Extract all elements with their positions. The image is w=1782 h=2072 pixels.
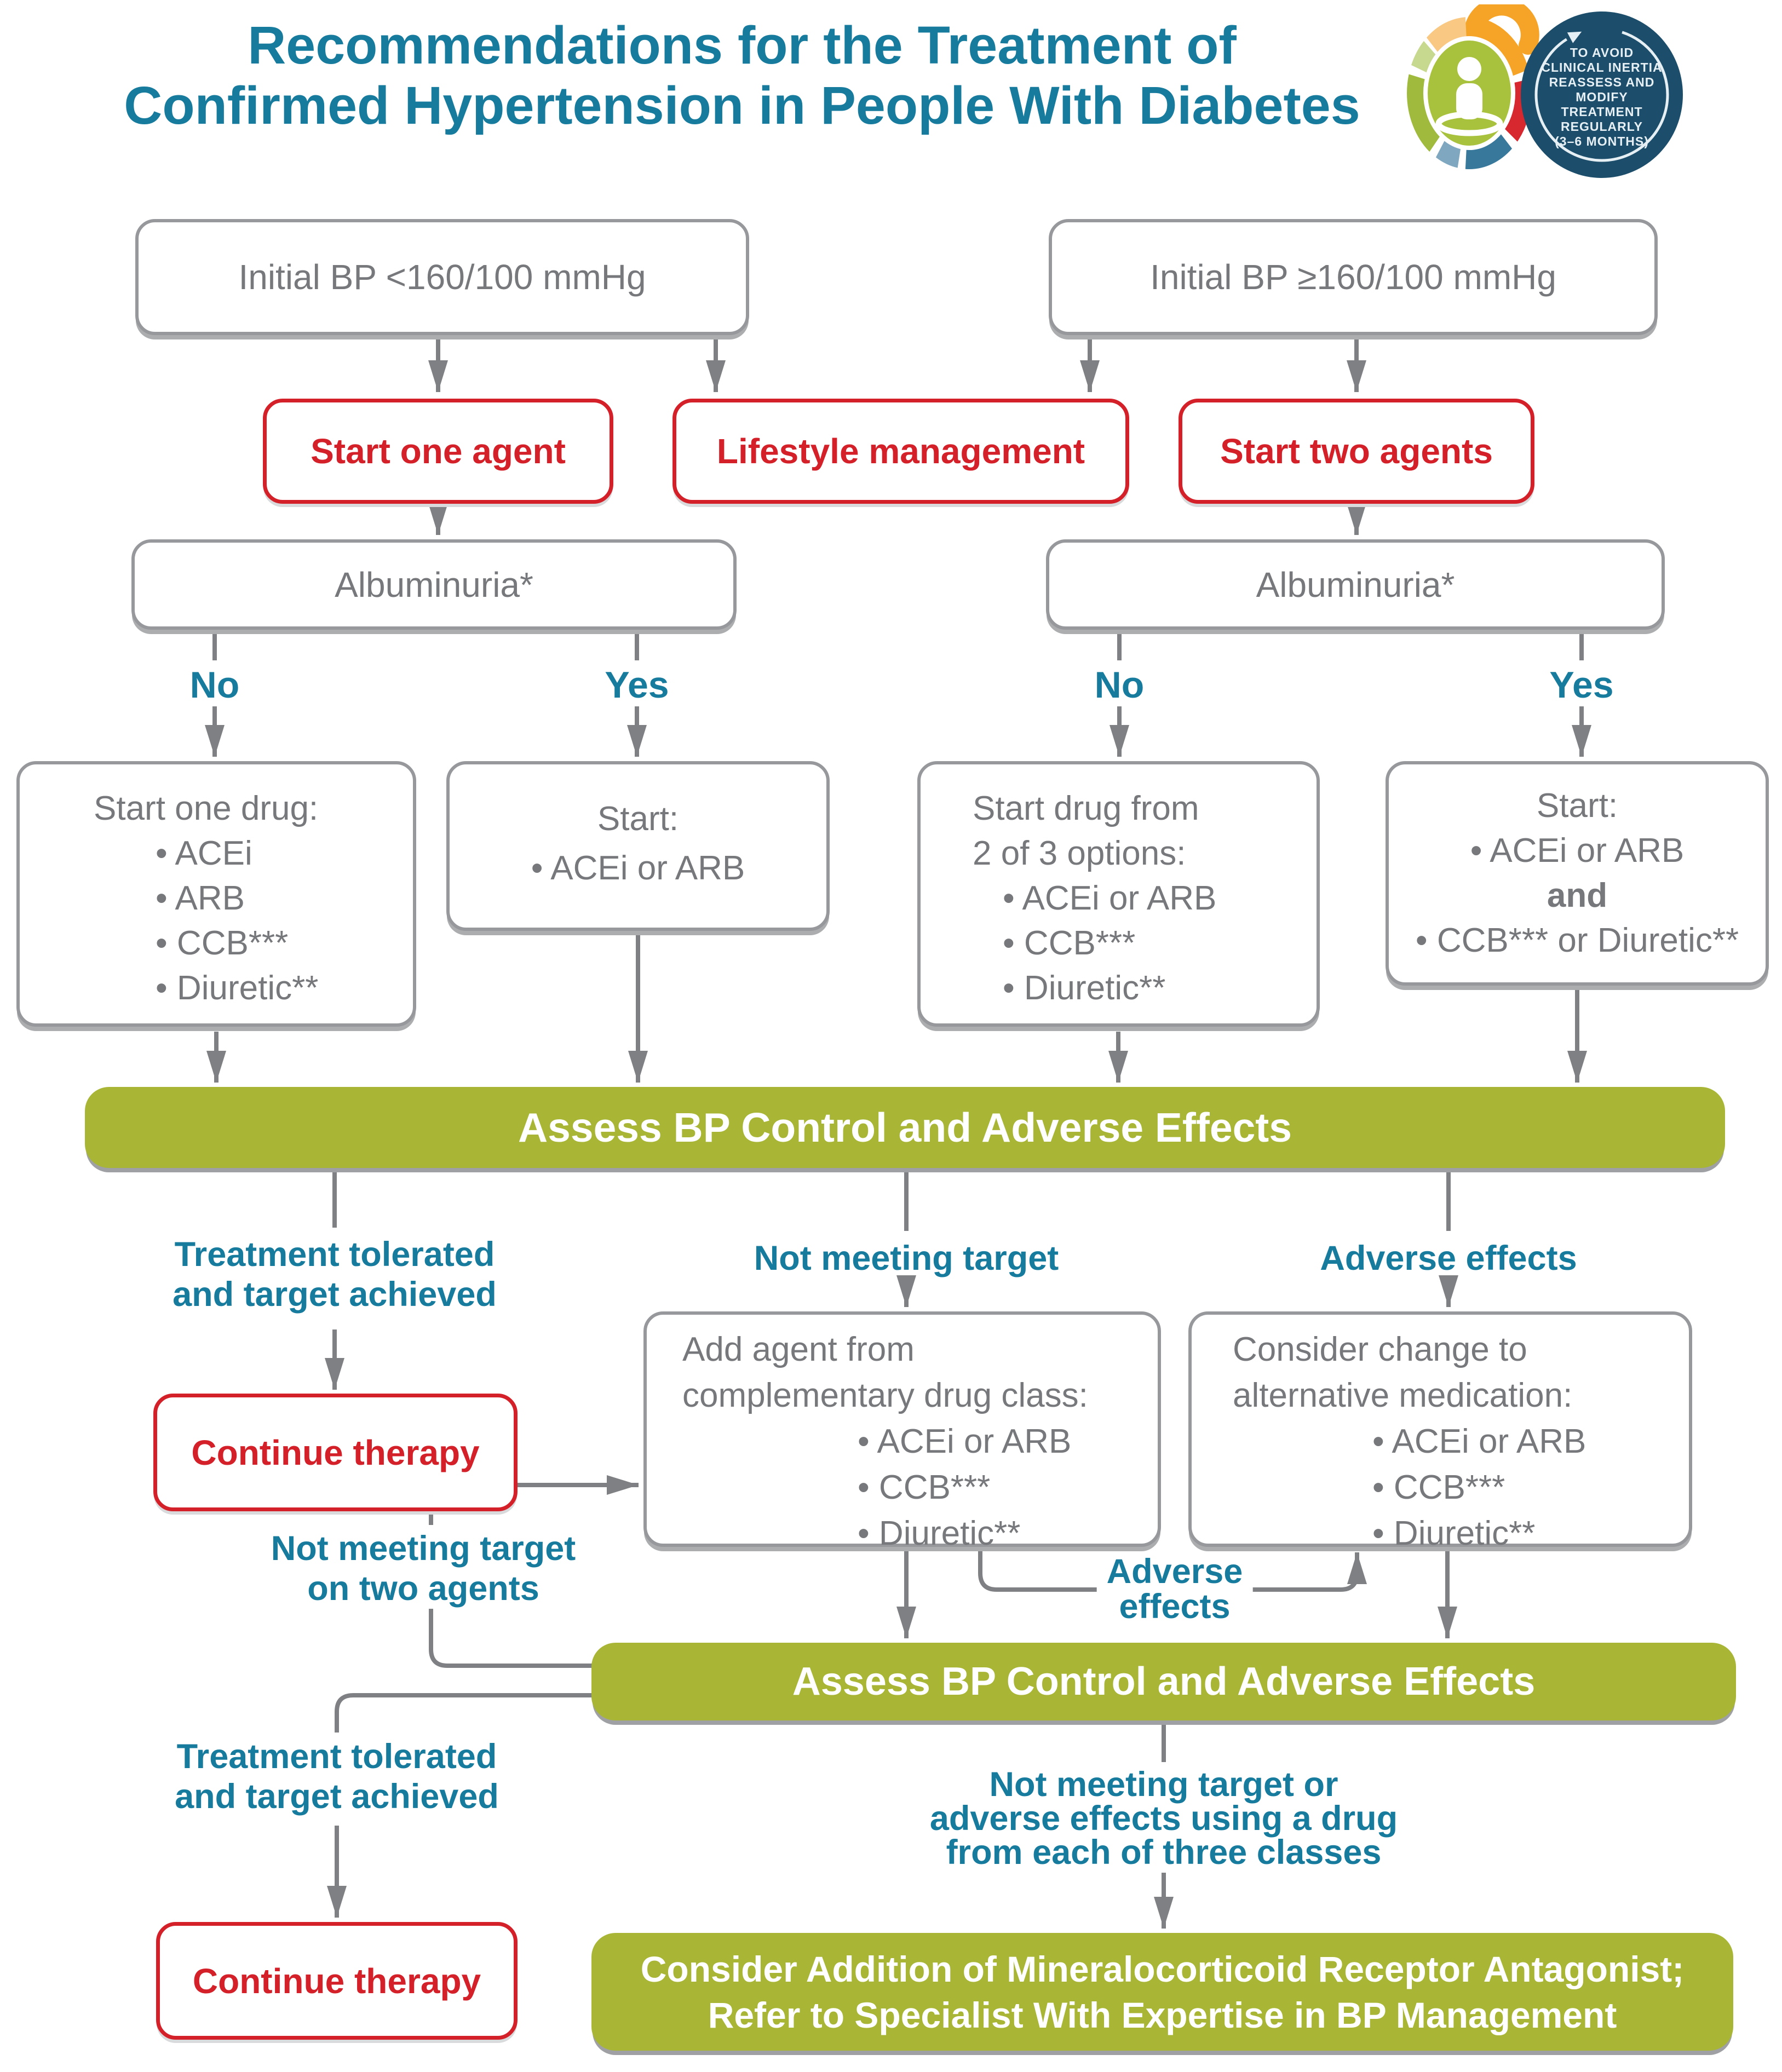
box-consider-change <box>1188 1311 1692 1552</box>
label-tolerated-1-line2: and target achieved <box>173 1275 497 1314</box>
box-start-combo-line: Start: <box>1536 787 1618 825</box>
box-initial-bp-high <box>1049 219 1658 335</box>
box-start-one-drug-line: • Diuretic** <box>156 969 319 1007</box>
box-start-combo-line: and <box>1547 877 1608 914</box>
badge-line: REGULARLY <box>1561 119 1643 134</box>
box-initial-bp-low-label: Initial BP <160/100 mmHg <box>238 257 646 297</box>
box-start-2of3-line: Start drug from <box>973 790 1199 827</box>
box-consider-change-line: alternative medication: <box>1233 1377 1573 1414</box>
label-three-classes-line3: from each of three classes <box>946 1833 1382 1872</box>
box-lifestyle-management <box>672 399 1129 504</box>
label-tolerated-1-line1: Treatment tolerated <box>174 1235 495 1274</box>
label-tolerated-2-line1: Treatment tolerated <box>176 1737 497 1776</box>
box-mra-referral-line1: Consider Addition of Mineralocorticoid Receptor Antagonist; <box>640 1948 1685 1989</box>
box-albuminuria-right <box>1046 539 1665 630</box>
box-start-acei-arb-line: Start: <box>597 800 679 838</box>
ada-cycle-logo <box>1391 4 1769 185</box>
box-add-agent-line: • Diuretic** <box>858 1515 1021 1552</box>
page-title-line1: Recommendations for the Treatment of <box>248 15 1237 75</box>
box-start-2of3-line: • ACEi or ARB <box>1003 879 1217 917</box>
box-start-2of3 <box>917 761 1320 1027</box>
bar-assess-1-label: Assess BP Control and Adverse Effects <box>518 1104 1292 1150</box>
box-start-2of3-line: 2 of 3 options: <box>973 834 1186 872</box>
box-start-one-drug-line: • ACEi <box>156 834 252 872</box>
box-start-acei-arb <box>446 761 830 931</box>
box-start-combo-line: • CCB*** or Diuretic** <box>1415 922 1739 959</box>
box-start-one-drug <box>16 761 416 1027</box>
label-no-right: No <box>1094 664 1145 706</box>
box-consider-change-line: • CCB*** <box>1372 1469 1505 1506</box>
box-add-agent <box>643 1311 1161 1552</box>
bar-assess-2 <box>591 1643 1736 1720</box>
badge-line: TREATMENT <box>1561 105 1643 119</box>
box-start-two-agents <box>1179 399 1534 504</box>
box-start-combo-line: • ACEi or ARB <box>1470 832 1685 870</box>
box-mra-referral <box>591 1933 1733 2051</box>
bar-assess-2-label: Assess BP Control and Adverse Effects <box>792 1660 1536 1703</box>
label-not-meeting-two-line1: Not meeting target <box>271 1529 576 1568</box>
badge-line: MODIFY <box>1576 90 1628 104</box>
box-start-2of3-line: • CCB*** <box>1003 924 1136 962</box>
box-continue-therapy-1-label: Continue therapy <box>191 1432 480 1472</box>
label-not-meeting-target: Not meeting target <box>754 1239 1059 1277</box>
box-continue-therapy-2-label: Continue therapy <box>192 1961 481 2001</box>
box-lifestyle-management-label: Lifestyle management <box>716 431 1085 471</box>
box-albuminuria-left <box>131 539 737 630</box>
page-title <box>77 15 1407 136</box>
person-icon <box>1425 38 1513 148</box>
box-consider-change-line: Consider change to <box>1233 1331 1527 1368</box>
bar-assess-1 <box>85 1087 1725 1168</box>
badge-line: REASSESS AND <box>1549 75 1655 89</box>
label-tolerated-2-line2: and target achieved <box>175 1777 499 1816</box>
label-yes-right: Yes <box>1549 664 1614 706</box>
box-start-one-drug-line: Start one drug: <box>94 790 319 827</box>
label-no-left: No <box>189 664 240 706</box>
box-add-agent-line: complementary drug class: <box>682 1377 1088 1414</box>
label-three-classes-line2: adverse effects using a drug <box>929 1799 1398 1838</box>
box-add-agent-line: • ACEi or ARB <box>858 1423 1072 1460</box>
label-not-meeting-two-agents <box>271 1529 576 1609</box>
label-three-classes <box>929 1765 1398 1872</box>
box-continue-therapy-1 <box>153 1394 518 1511</box>
box-add-agent-line: Add agent from <box>682 1331 915 1368</box>
box-albuminuria-left-label: Albuminuria* <box>335 565 533 605</box>
box-initial-bp-high-label: Initial BP ≥160/100 mmHg <box>1150 257 1556 297</box>
page-title-line2: Confirmed Hypertension in People With Diabetes <box>124 76 1360 135</box>
box-albuminuria-right-label: Albuminuria* <box>1256 565 1455 605</box>
label-adverse-effects: Adverse effects <box>1320 1239 1577 1277</box>
label-adverse-effects-2 <box>1097 1554 1253 1624</box>
label-not-meeting-two-line2: on two agents <box>307 1569 539 1608</box>
label-three-classes-line1: Not meeting target or <box>989 1765 1338 1804</box>
box-add-agent-line: • CCB*** <box>858 1469 991 1506</box>
box-initial-bp-low <box>135 219 749 335</box>
box-continue-therapy-2 <box>156 1922 518 2040</box>
box-start-acei-arb-line: • ACEi or ARB <box>531 849 745 887</box>
box-start-one-drug-line: • CCB*** <box>156 924 289 962</box>
box-start-one-agent <box>263 399 613 504</box>
label-tolerated-1 <box>173 1235 497 1315</box>
box-start-2of3-line: • Diuretic** <box>1003 969 1166 1007</box>
box-start-combo <box>1386 761 1769 986</box>
box-start-one-agent-label: Start one agent <box>311 431 566 471</box>
box-start-one-drug-line: • ARB <box>156 879 245 917</box>
badge-line: (3–6 MONTHS) <box>1555 134 1649 148</box>
badge-line: TO AVOID <box>1570 45 1634 60</box>
box-consider-change-line: • ACEi or ARB <box>1372 1423 1586 1460</box>
box-consider-change-line: • Diuretic** <box>1372 1515 1536 1552</box>
label-yes-left: Yes <box>605 664 669 706</box>
label-tolerated-2 <box>175 1737 499 1817</box>
badge-line: CLINICAL INERTIA <box>1541 60 1663 74</box>
box-mra-referral-line2: Refer to Specialist With Expertise in BP Management <box>708 1994 1617 2035</box>
reassess-badge <box>1521 11 1683 178</box>
label-adverse-effects-2-line2: effects <box>1119 1587 1231 1626</box>
label-adverse-effects-2-line1: Adverse <box>1106 1552 1243 1591</box>
box-start-two-agents-label: Start two agents <box>1220 431 1493 471</box>
